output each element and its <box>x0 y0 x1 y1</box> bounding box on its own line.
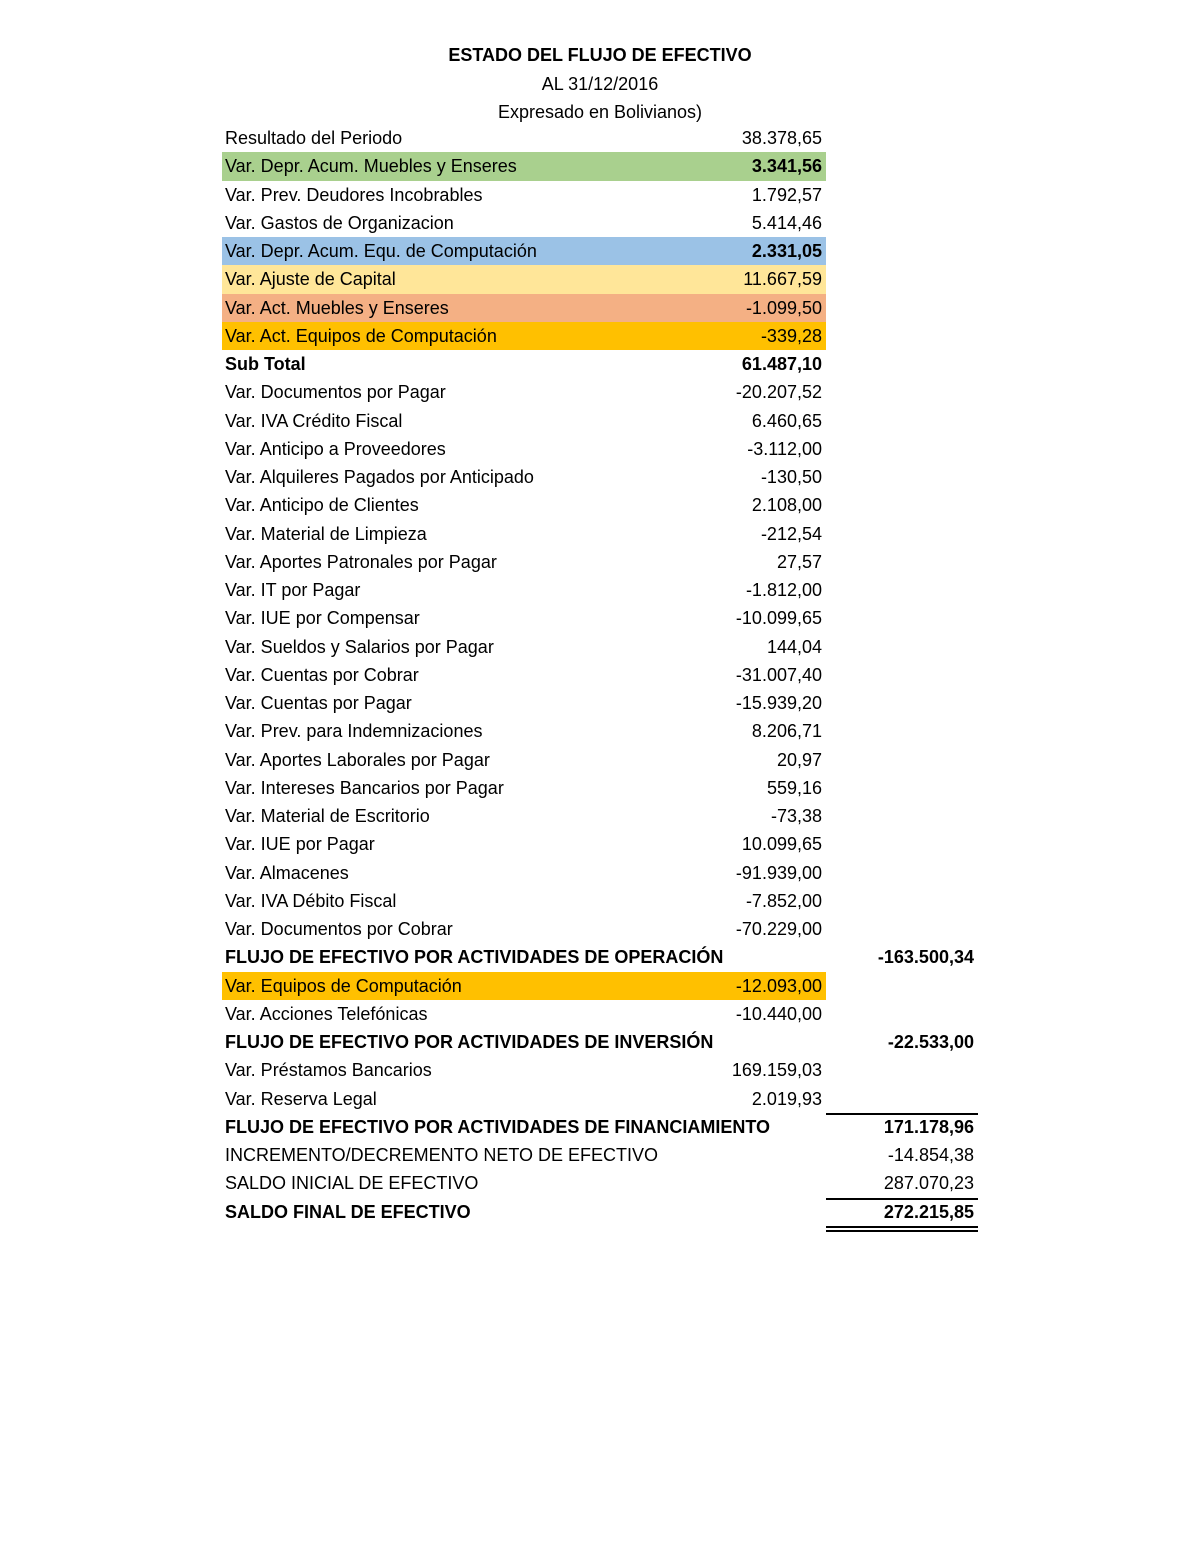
investing-cash-flow-total <box>222 1028 982 1056</box>
table-row-highlight-salmon <box>222 294 982 322</box>
row-total: -163.500,34 <box>877 947 974 968</box>
table-row <box>222 633 982 661</box>
row-label: Var. Cuentas por Cobrar <box>225 664 419 685</box>
row-label: Var. Ajuste de Capital <box>225 269 396 290</box>
row-value: -339,28 <box>760 325 822 346</box>
statement-currency: Expresado en Bolivianos) <box>497 102 703 122</box>
row-value: -1.812,00 <box>745 580 822 600</box>
row-value: 27,57 <box>776 551 822 572</box>
table-row <box>222 661 982 689</box>
row-value: -73,38 <box>770 806 822 826</box>
row-label: Var. IUE por Pagar <box>225 834 375 855</box>
row-value: 5.414,46 <box>751 212 822 233</box>
table-row <box>222 1085 982 1113</box>
row-label: Var. Aportes Patronales por Pagar <box>225 551 497 572</box>
row-value: 38.378,65 <box>741 128 822 148</box>
row-label: Resultado del Periodo <box>225 128 403 148</box>
table-row <box>222 124 982 152</box>
row-label: Var. IT por Pagar <box>225 580 361 600</box>
table-row-highlight-green <box>222 152 982 180</box>
table-row <box>222 717 982 745</box>
row-label: Var. Reserva Legal <box>225 1088 377 1109</box>
row-label: Var. Equipos de Computación <box>225 975 462 996</box>
row-label: SALDO INICIAL DE EFECTIVO <box>225 1173 479 1194</box>
table-row <box>222 435 982 463</box>
row-label: FLUJO DE EFECTIVO POR ACTIVIDADES DE INVERSIÓN <box>225 1032 714 1052</box>
row-value: -31.007,40 <box>735 664 822 685</box>
row-label: Var. Cuentas por Pagar <box>225 693 412 713</box>
row-value: 1.792,57 <box>751 184 822 205</box>
row-total: 287.070,23 <box>883 1173 974 1194</box>
row-value: -212,54 <box>760 523 822 544</box>
subtotal-row <box>222 350 982 378</box>
table-row-highlight-yellow <box>222 265 982 293</box>
table-row-highlight-orange <box>222 322 982 350</box>
table-row <box>222 887 982 915</box>
table-row <box>222 1000 982 1028</box>
row-label: Var. Acciones Telefónicas <box>225 1003 428 1024</box>
row-label: Var. IVA Crédito Fiscal <box>225 410 403 431</box>
row-total: -22.533,00 <box>887 1032 974 1052</box>
total-rule-line <box>826 1113 978 1115</box>
row-value: -15.939,20 <box>735 693 822 713</box>
table-row <box>222 859 982 887</box>
financing-cash-flow-total <box>222 1113 982 1141</box>
table-row <box>222 604 982 632</box>
row-label: Var. Prev. Deudores Incobrables <box>225 184 483 205</box>
row-label: Var. Depr. Acum. Muebles y Enseres <box>225 156 517 177</box>
row-value: 10.099,65 <box>741 834 822 855</box>
row-label: SALDO FINAL DE EFECTIVO <box>225 1201 471 1222</box>
row-label: Var. IUE por Compensar <box>225 608 420 629</box>
row-value: -130,50 <box>760 467 822 487</box>
row-value: -1.099,50 <box>745 297 822 318</box>
closing-balance-row <box>222 1198 982 1226</box>
operating-cash-flow-total <box>222 943 982 971</box>
row-label: Var. Sueldos y Salarios por Pagar <box>225 636 494 657</box>
row-label: INCREMENTO/DECREMENTO NETO DE EFECTIVO <box>225 1145 659 1165</box>
row-value: -3.112,00 <box>747 438 822 459</box>
row-value: -70.229,00 <box>735 919 822 939</box>
row-label: Var. Anticipo de Clientes <box>225 495 419 516</box>
table-row <box>222 181 982 209</box>
row-total: 272.215,85 <box>883 1201 974 1222</box>
row-value: -7.852,00 <box>745 890 822 911</box>
row-label: Var. Documentos por Pagar <box>225 382 446 403</box>
row-label: Var. Depr. Acum. Equ. de Computación <box>225 241 537 261</box>
row-label: Var. Almacenes <box>225 862 349 883</box>
row-value: 11.667,59 <box>743 269 822 290</box>
row-value: 2.019,93 <box>751 1088 822 1109</box>
row-value: 6.460,65 <box>751 410 822 431</box>
statement-title: ESTADO DEL FLUJO DE EFECTIVO <box>448 45 752 65</box>
row-value: 2.108,00 <box>751 495 822 516</box>
table-row <box>222 1056 982 1084</box>
table-row <box>222 774 982 802</box>
table-row <box>222 378 982 406</box>
table-row <box>222 830 982 858</box>
row-label: Var. Material de Escritorio <box>225 806 430 826</box>
row-label: FLUJO DE EFECTIVO POR ACTIVIDADES DE FINANCIAMIENTO <box>225 1116 771 1137</box>
table-row <box>222 491 982 519</box>
row-value: -12.093,00 <box>735 975 822 996</box>
row-value: -20.207,52 <box>735 382 822 403</box>
row-value: 559,16 <box>766 777 822 798</box>
table-row-highlight-orange <box>222 972 982 1000</box>
table-row <box>222 520 982 548</box>
table-row-highlight-blue <box>222 237 982 265</box>
row-label: Sub Total <box>225 354 306 374</box>
row-value: 8.206,71 <box>751 721 822 742</box>
double-underline-top <box>826 1226 978 1228</box>
table-row <box>222 463 982 491</box>
double-underline-bottom <box>826 1230 978 1232</box>
opening-balance-row <box>222 1169 982 1197</box>
table-row <box>222 407 982 435</box>
row-label: Var. Act. Muebles y Enseres <box>225 297 449 318</box>
row-label: Var. Aportes Laborales por Pagar <box>225 749 490 770</box>
table-row <box>222 915 982 943</box>
table-row <box>222 689 982 717</box>
row-value: 169.159,03 <box>731 1060 822 1081</box>
row-label: Var. Material de Limpieza <box>225 523 427 544</box>
cash-flow-table <box>222 124 982 1226</box>
row-value: 144,04 <box>766 636 822 657</box>
row-total: 171.178,96 <box>883 1116 974 1137</box>
row-label: Var. Gastos de Organizacion <box>225 212 454 233</box>
table-row <box>222 576 982 604</box>
row-label: Var. Act. Equipos de Computación <box>225 325 497 346</box>
table-row <box>222 209 982 237</box>
row-label: Var. Documentos por Cobrar <box>225 919 453 939</box>
table-row <box>222 802 982 830</box>
row-value: 20,97 <box>776 749 822 770</box>
row-value: 61.487,10 <box>741 354 822 374</box>
row-label: Var. Anticipo a Proveedores <box>225 438 446 459</box>
table-row <box>222 746 982 774</box>
net-change-row <box>222 1141 982 1169</box>
row-value: -91.939,00 <box>735 862 822 883</box>
row-label: FLUJO DE EFECTIVO POR ACTIVIDADES DE OPERACIÓN <box>225 947 724 968</box>
row-label: Var. Préstamos Bancarios <box>225 1060 432 1081</box>
row-value: -10.099,65 <box>735 608 822 629</box>
table-row <box>222 548 982 576</box>
row-label: Var. Alquileres Pagados por Anticipado <box>225 467 534 487</box>
row-label: Var. Intereses Bancarios por Pagar <box>225 777 504 798</box>
row-value: 3.341,56 <box>751 156 822 177</box>
row-value: 2.331,05 <box>751 241 822 261</box>
row-label: Var. IVA Débito Fiscal <box>225 890 397 911</box>
row-value: -10.440,00 <box>735 1003 822 1024</box>
row-total: -14.854,38 <box>887 1145 974 1165</box>
statement-date: AL 31/12/2016 <box>541 74 659 94</box>
row-label: Var. Prev. para Indemnizaciones <box>225 721 483 742</box>
